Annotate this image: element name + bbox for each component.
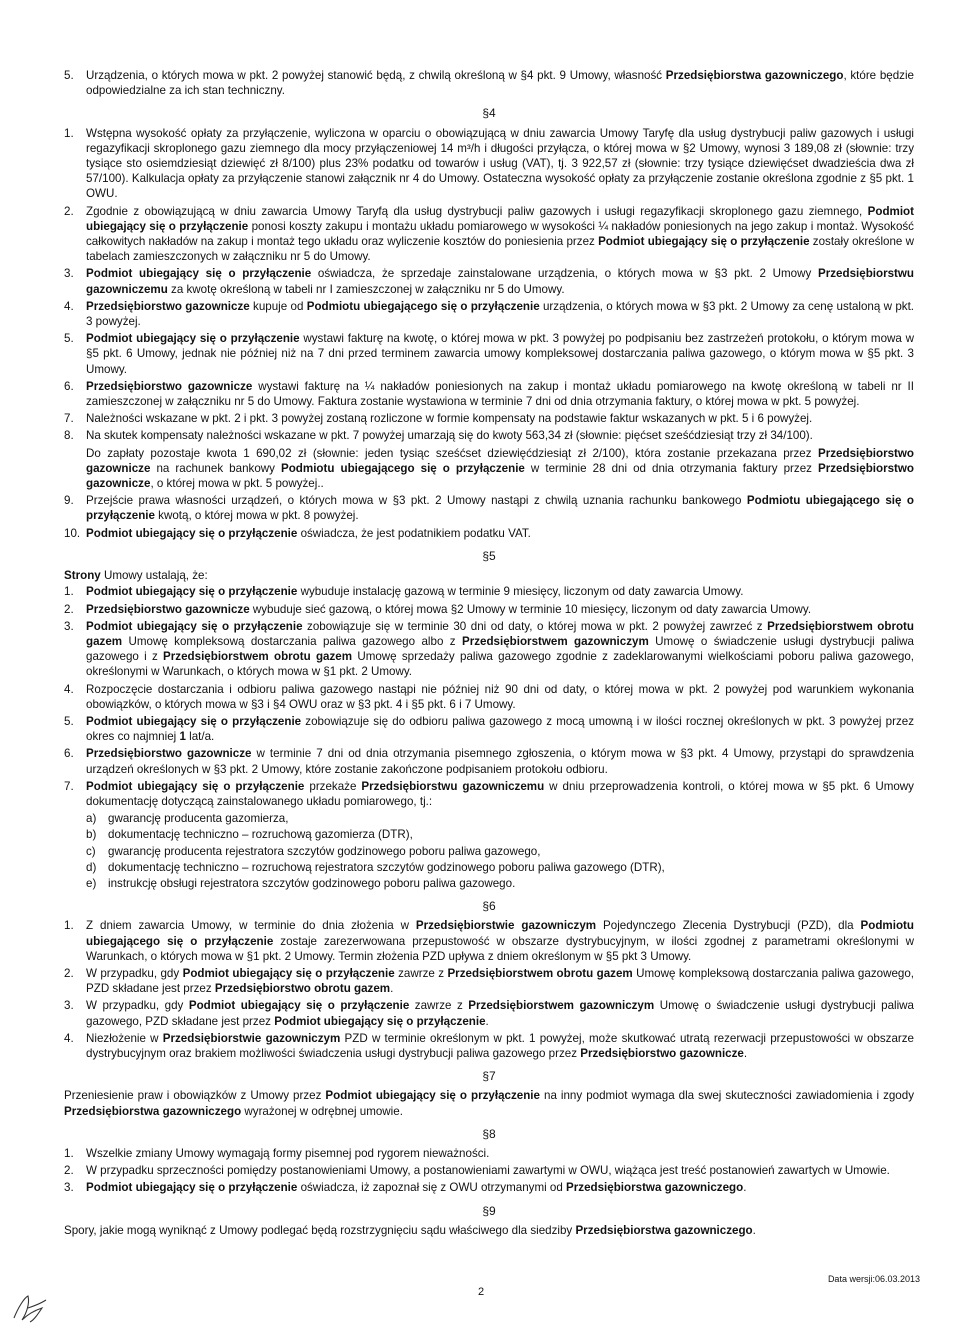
numbered-clause xyxy=(64,1163,914,1178)
bold-term: Podmiotu ubiegającego się o przyłączenie xyxy=(86,494,914,523)
bold-term: Podmiotu ubiegającego się o przyłączenie xyxy=(86,919,914,948)
clause-number: 9. xyxy=(64,494,74,508)
numbered-clause xyxy=(64,918,914,964)
numbered-clause xyxy=(64,411,914,426)
clause-text xyxy=(86,299,914,329)
bold-term: Przedsiębiorstwem obrotu gazem xyxy=(447,966,633,980)
clause-number: 2. xyxy=(64,1164,74,1178)
text-run: , o której mowa w pkt. 5 powyżej.. xyxy=(150,477,324,491)
text-run: Pojedynczego Zlecenia Dystrybucji (PZD), dla xyxy=(596,919,861,933)
sub-item-text: instrukcję obsługi rejestratora szczytów godzinowego poboru paliwa gazowego. xyxy=(108,876,516,890)
clause-text xyxy=(86,746,914,776)
numbered-clause xyxy=(64,682,914,712)
bold-term: Podmiot ubiegający się o przyłączenie xyxy=(86,1181,298,1195)
text-run: zobowiązuje się w terminie 30 dni od daty, o której mowa w pkt. 2 powyżej zawrzeć z xyxy=(302,619,768,633)
numbered-clause xyxy=(64,446,914,492)
bold-term: Podmiot ubiegający się o przyłączenie xyxy=(86,332,300,346)
sub-item-letter: b) xyxy=(86,828,97,842)
clause-text xyxy=(86,966,914,996)
clause-text xyxy=(86,584,914,599)
bold-term: Podmiot ubiegający się o przyłączenie xyxy=(274,1014,486,1028)
numbered-clause xyxy=(64,619,914,680)
clause-number: 4. xyxy=(64,1031,74,1045)
text-run: Z dniem zawarcia Umowy, w terminie do dnia złożenia w xyxy=(86,919,416,933)
clause-number xyxy=(64,446,86,492)
clause-text xyxy=(86,714,914,744)
text-run: Urządzenia, o których mowa w pkt. 2 powyżej stanowić będą, z chwilą określoną w §4 pkt. 9 Umowy, własność xyxy=(86,69,666,82)
clause-number: 2. xyxy=(64,966,74,980)
bold-term: Podmiotu ubiegającego się o przyłączenie xyxy=(280,461,525,475)
clause-text xyxy=(86,204,914,265)
text-run: oświadcza, że jest podatnikiem podatku VAT. xyxy=(297,526,531,540)
clause-text xyxy=(86,446,914,492)
numbered-clause xyxy=(64,779,914,809)
text-run: Spory, jakie mogą wyniknąć z Umowy podlegać będą rozstrzygnięciu sądu właściwego dla siedziby xyxy=(64,1223,576,1237)
clause-number: 7. xyxy=(64,779,74,793)
bold-term: Przedsiębiorstwem gazowniczym xyxy=(461,634,649,648)
clause-number: 2. xyxy=(64,204,74,218)
numbered-clause xyxy=(64,584,914,599)
clause-text xyxy=(86,493,914,523)
clause-text xyxy=(86,1146,914,1161)
clause-number: 4. xyxy=(64,299,74,313)
bold-term: Przedsiębiorstwa gazowniczego xyxy=(665,69,844,82)
bold-term: Podmiot ubiegający się o przyłączenie xyxy=(86,204,914,233)
sub-item-letter: c) xyxy=(86,844,96,858)
sub-item-text: dokumentację techniczno – rozruchową gazomierza (DTR), xyxy=(108,828,413,842)
text-run: wybuduje instalację gazową w terminie 9 miesięcy, liczonym od daty zawarcia Umowy. xyxy=(297,585,744,599)
clause-text xyxy=(86,619,914,680)
text-run: . xyxy=(390,982,394,996)
text-run: zawrze z xyxy=(409,999,469,1013)
clause-number: 5. xyxy=(64,714,74,728)
text-run: przekaże xyxy=(304,779,362,793)
text-run: Umowę o świadczenie usługi dystrybucji paliwa gazowego i z xyxy=(86,634,914,664)
text-run: Należności wskazane w pkt. 2 i pkt. 3 powyżej zostaną rozliczone w formie kompensaty na podstawie faktur wskazanych w pkt. 5 i 6 powyżej. xyxy=(86,412,813,426)
clause-number: 1. xyxy=(64,1147,74,1160)
text-run: Umowę o świadczenie usługi dystrybucji paliwa gazowego, PZD składane jest przez xyxy=(86,999,915,1028)
version-date: Data wersji:06.03.2013 xyxy=(827,1274,920,1284)
text-run: . xyxy=(743,1046,748,1060)
numbered-clause xyxy=(64,1180,914,1195)
text-run: Niezłożenie w xyxy=(86,1031,163,1045)
section-heading: §6 xyxy=(482,899,496,914)
text-run: W przypadku sprzeczności pomiędzy postanowieniami Umowy, a postanowieniami zawartymi w OWU, wiążąca jest treść postanowień zawartych w Umowie. xyxy=(86,1164,890,1178)
text-run: na rachunek bankowy xyxy=(150,461,281,475)
text-run: W przypadku, gdy xyxy=(86,999,189,1013)
text-run: Umowę sprzedaży paliwa gazowego zgodnie z zadeklarowanymi wielkościami poboru paliwa gazowego, określonymi w Warunkach, o których mowa w §1 pkt. 2 Umowy. xyxy=(86,650,914,679)
text-run: Wstępna wysokość opłaty za przyłączenie, wyliczona w oparciu o obowiązującą w dniu zawarcia Umowy Taryfę dla usług dystrybucji paliw gazowych i usługi regazyfikacji skroplonego gazu ziemnego dla mocy przyłączeniowej 14 m³/h i długości przyłącza, o której mowa w §2 Umowy, wynosi 3 189,08 zł (słownie: trzy tysiące sto osiemdziesiąt dziewięć zł 8/100) plus 23% podatku od towarów i usług (VAT), tj. 3 922,57 zł (słownie: trzy tysiące dziewięćset dwadzieścia dwa zł 57/100). Kalkulacja opłaty za przyłączenie stanowi załącznik nr 4 do Umowy. Ostateczna wysokość opłaty za przyłączenie zostanie określona zgodnie z §5 pkt. 1 OWU. xyxy=(86,126,914,201)
section-lead xyxy=(64,568,914,583)
bold-term: Przedsiębiorstwo gazownicze xyxy=(86,299,250,313)
numbered-clause xyxy=(64,266,914,296)
bold-term: Przedsiębiorstwo gazownicze xyxy=(86,446,914,475)
clause-number: 3. xyxy=(64,619,74,633)
section-heading: §7 xyxy=(482,1069,496,1084)
text-run: . xyxy=(743,1181,747,1195)
clause-text xyxy=(86,1031,914,1061)
text-run: zostaje zarezerwowana przepustowość w obszarze dystrybucyjnym, w ilości zgodnej z parametrami określonymi w Warunkach, o których mowa w §1 pkt. 2 Umowy. Termin złożenia PZD upływa z dniem określonym w §5 pkt 3 Umowy. xyxy=(86,934,914,963)
clause-text xyxy=(86,126,914,202)
numbered-clause xyxy=(64,602,914,617)
text-run: Przejście prawa własności urządzeń, o których mowa w §3 pkt. 2 Umowy nastąpi z chwilą uznania rachunku bankowego xyxy=(86,494,747,508)
numbered-clause xyxy=(64,68,914,98)
clause-text xyxy=(86,331,914,377)
clause-number: 1. xyxy=(64,585,74,599)
bold-term: Przedsiębiorstwo gazownicze xyxy=(86,461,914,491)
clause-number: 3. xyxy=(64,999,74,1013)
numbered-clause xyxy=(64,204,914,265)
page-number: 2 xyxy=(478,1286,485,1298)
sub-item xyxy=(86,827,914,842)
bold-term: Przedsiębiorstwem gazowniczym xyxy=(468,999,655,1013)
clause-number: 4. xyxy=(64,682,74,696)
text-run: w terminie 7 dni od dnia otrzymania pisemnego zgłoszenia, o którym mowa w §3 pkt. 4 Umowy, przystąpi do sprawdzenia urządzeń określonych w §3 pkt. 2 Umowy, które zostanie zakończone podpisaniem protokołu odbioru. xyxy=(86,747,914,776)
clause-number: 2. xyxy=(64,602,74,616)
bold-term: Strony xyxy=(64,569,101,583)
clause-number: 10. xyxy=(64,526,81,540)
text-run: lat/a. xyxy=(185,730,215,744)
numbered-clause xyxy=(64,379,914,409)
clause-text xyxy=(86,411,914,426)
numbered-clause xyxy=(64,526,914,541)
bold-term: Podmiot ubiegający się o przyłączenie xyxy=(86,585,298,599)
clause-text xyxy=(86,526,914,541)
text-run: Do zapłaty pozostaje kwota 1 690,02 zł (słownie: jeden tysiąc sześćset dziewięćdziesiąt zł 2/100), która zostanie przekazana przez xyxy=(86,446,818,460)
bold-term: Podmiotu ubiegającego się o przyłączenie xyxy=(306,299,540,313)
bold-term: Przedsiębiorstwo gazownicze xyxy=(86,379,253,393)
numbered-clause xyxy=(64,126,914,202)
bold-term: Podmiot ubiegający się o przyłączenie xyxy=(188,999,410,1013)
section-heading: §8 xyxy=(482,1126,496,1141)
numbered-clause xyxy=(64,746,914,776)
bold-term: Przedsiębiorstwo gazownicze xyxy=(86,602,250,616)
text-run: . xyxy=(485,1014,489,1028)
clause-text xyxy=(86,428,914,443)
numbered-clause xyxy=(64,998,914,1028)
bold-term: Podmiot ubiegający się o przyłączenie xyxy=(86,779,305,793)
bold-term: Przedsiębiorstwa gazowniczego xyxy=(575,1223,753,1237)
document-body xyxy=(64,68,914,1239)
clause-number: 5. xyxy=(64,69,74,82)
text-run: zostały określone w tabelach zamieszczonych w załączniku nr 5 do Umowy. xyxy=(86,235,915,264)
text-run: Umowy ustalają, że: xyxy=(100,569,208,583)
text-run: Wszelkie zmiany Umowy wymagają formy pisemnej pod rygorem nieważności. xyxy=(86,1147,490,1160)
clause-text xyxy=(86,998,914,1028)
bold-term: Przedsiębiorstwem obrotu gazem xyxy=(163,650,353,664)
text-run: wybuduje sieć gazową, o której mowa §2 Umowy w terminie 10 miesięcy, liczonym od daty zawarcia Umowy. xyxy=(249,602,812,616)
clause-number: 6. xyxy=(64,379,74,393)
text-run: Rozpoczęcie dostarczania i odbioru paliwa gazowego nastąpi nie później niż 90 dni od daty, o której mowa w pkt. 2 powyżej pod warunkiem wykonania obowiązków, o których mowa w §3 i §4 OWU oraz w §3 pkt. 4 i §5 pkt. 6 i 7 Umowy. xyxy=(86,682,914,711)
clause-text xyxy=(86,68,914,98)
text-run: Zgodnie z obowiązującą w dniu zawarcia Umowy Taryfą dla usług dystrybucji paliw gazowych i usługi regazyfikacji skroplonego gazu ziemnego, xyxy=(86,204,868,218)
text-run: Na skutek kompensaty należności wskazane w pkt. 7 powyżej umarzają się do kwoty 563,34 zł (słownie: pięćset sześćdziesiąt trzy zł 34/100). xyxy=(86,429,813,443)
section-heading: §9 xyxy=(482,1203,496,1218)
bold-term: Przedsiębiorstwie gazowniczym xyxy=(162,1031,341,1045)
bold-term: 1 xyxy=(179,730,186,744)
bold-term: Przedsiębiorstwie gazowniczym xyxy=(415,919,597,933)
sub-item-text: gwarancję producenta rejestratora szczytów godzinowego poboru paliwa gazowego, xyxy=(108,844,541,858)
section-paragraph xyxy=(64,1088,914,1118)
text-run: kwotą, o której mowa w pkt. 8 powyżej. xyxy=(154,509,359,523)
sub-item-letter: a) xyxy=(86,812,97,826)
text-run: zawrze z xyxy=(394,966,448,980)
bold-term: Przedsiębiorstwo gazownicze xyxy=(580,1046,744,1060)
numbered-clause xyxy=(64,428,914,443)
bold-term: Przedsiębiorstwem obrotu gazem xyxy=(86,619,914,648)
numbered-clause xyxy=(64,966,914,996)
text-run: zobowiązuje się do odbioru paliwa gazowego z mocą umowną i w ilości rocznej określonych w pkt. 3 powyżej przez okres co najmniej xyxy=(86,714,914,744)
text-run: ponosi koszty zakupu i montażu układu pomiarowego w wysokości ¼ nakładów poniesionych na jego zakup i montaż. Wysokość całkowitych nakładów na zakup i montaż tego układu oraz wyliczenie kosztów do poniesienia przez xyxy=(86,219,914,249)
clause-text xyxy=(86,1180,914,1195)
text-run: Przeniesienie praw i obowiązków z Umowy przez xyxy=(64,1089,326,1103)
sub-item-text: gwarancję producenta gazomierza, xyxy=(108,812,289,826)
bold-term: Podmiot ubiegający się o przyłączenie xyxy=(598,235,810,249)
sub-item xyxy=(86,876,914,891)
text-run: Umowę kompleksową dostarczania paliwa gazowego, PZD składane jest przez xyxy=(86,966,915,996)
text-run: wystawi fakturę na ¼ nakładów poniesionych na zakup i montaż układu pomiarowego na kwotę określoną w tabeli nr II zamieszczonej w załączniku nr 5 do Umowy. Faktura zostanie wystawiona w terminie 7 dni od dnia otrzymania faktury, o której mowa w pkt. 5 powyżej. xyxy=(86,379,914,409)
clause-text xyxy=(86,1163,914,1178)
text-run: . xyxy=(752,1223,756,1237)
section-heading: §4 xyxy=(482,106,496,121)
clause-text xyxy=(86,379,914,409)
text-run: Umowę kompleksową dostarczania paliwa gazowego albo z xyxy=(122,634,462,648)
numbered-clause xyxy=(64,493,914,523)
clause-number: 6. xyxy=(64,747,74,761)
section-heading: §5 xyxy=(482,548,496,563)
text-run: wystawi fakturę na kwotę, o której mowa w pkt. 3 powyżej po podpisaniu bez zastrzeżeń protokołu, o którym mowa w §5 pkt. 6 Umowy, jednak nie później niż na 7 dni przed terminem zawarcia umowy kompleksowej dostarczania paliwa gazowego, o którym mowa w §5 pkt. 3 Umowy. xyxy=(86,332,914,376)
bold-term: Przedsiębiorstwo gazownicze xyxy=(86,747,252,761)
text-run: za kwotę określoną w tabeli nr I zamieszczonej w załączniku nr 5 do Umowy. xyxy=(167,282,565,296)
sub-item-text: dokumentację techniczno – rozruchową rejestratora szczytów godzinowego poboru paliwa gazowego (DTR), xyxy=(108,860,665,874)
signature-initials xyxy=(8,1290,52,1324)
text-run: w dniu przeprowadzenia kontroli, o której mowa w §5 pkt. 6 Umowy dokumentację dotyczącą zainstalowanego układu pomiarowego, tj.: xyxy=(86,779,914,808)
clause-number: 5. xyxy=(64,332,74,346)
text-run: urządzenia, o których mowa w §3 pkt. 2 Umowy za cenę ustaloną w pkt. 3 powyżej. xyxy=(86,299,915,329)
sub-item-letter: d) xyxy=(86,860,97,874)
bold-term: Przedsiębiorstwa gazowniczego xyxy=(64,1104,242,1118)
bold-term: Podmiot ubiegający się o przyłączenie xyxy=(86,267,312,281)
clause-number: 1. xyxy=(64,919,74,933)
numbered-clause xyxy=(64,1146,914,1161)
numbered-clause xyxy=(64,299,914,329)
bold-term: Podmiot ubiegający się o przyłączenie xyxy=(86,526,298,540)
text-run: w terminie 28 dni od dnia otrzymania faktury przez xyxy=(524,461,818,475)
text-run: W przypadku, gdy xyxy=(86,966,183,980)
clause-text xyxy=(86,602,914,617)
text-run: wyrażonej w odrębnej umowie. xyxy=(241,1104,403,1118)
numbered-clause xyxy=(64,1031,914,1061)
numbered-clause xyxy=(64,714,914,744)
text-run: , które będzie odpowiedzialne za ich stan techniczny. xyxy=(86,69,914,98)
clause-text xyxy=(86,266,914,296)
clause-number: 3. xyxy=(64,267,74,281)
text-run: PZD w terminie określonym w pkt. 1 powyżej, może skutkować utratą rezerwacji przepustowości w obszarze dystrybucyjnym oraz brakiem możliwości świadczenia usługi dystrybucji paliwa gazowego przez xyxy=(86,1031,914,1060)
text-run: kupuje od xyxy=(249,299,307,313)
sub-item xyxy=(86,811,914,826)
clause-number: 1. xyxy=(64,126,74,140)
section-paragraph xyxy=(64,1223,914,1238)
bold-term: Podmiot ubiegający się o przyłączenie xyxy=(325,1089,540,1103)
text-run: oświadcza, że sprzedaje zainstalowane urządzenia, o których mowa w §3 pkt. 2 Umowy xyxy=(311,267,818,281)
clause-text xyxy=(86,779,914,809)
clause-number: 7. xyxy=(64,412,74,426)
text-run: oświadcza, iż zapoznał się z OWU otrzymanymi od xyxy=(297,1181,567,1195)
bold-term: Przedsiębiorstwu gazowniczemu xyxy=(361,779,545,793)
sub-item xyxy=(86,860,914,875)
bold-term: Przedsiębiorstwo obrotu gazem xyxy=(214,982,391,996)
clause-number: 8. xyxy=(64,429,74,443)
sub-item-letter: e) xyxy=(86,876,97,890)
bold-term: Podmiot ubiegający się o przyłączenie xyxy=(182,966,395,980)
numbered-clause xyxy=(64,331,914,377)
text-run: na inny podmiot wymaga dla swej skuteczności zawiadomienia i zgody xyxy=(539,1089,915,1103)
clause-number: 3. xyxy=(64,1181,74,1195)
bold-term: Podmiot ubiegający się o przyłączenie xyxy=(86,714,302,728)
bold-term: Podmiot ubiegający się o przyłączenie xyxy=(86,619,303,633)
clause-text xyxy=(86,918,914,964)
bold-term: Przedsiębiorstwa gazowniczego xyxy=(566,1181,744,1195)
sub-item xyxy=(86,844,914,859)
clause-text xyxy=(86,682,914,712)
bold-term: Przedsiębiorstwu gazowniczemu xyxy=(86,267,914,296)
